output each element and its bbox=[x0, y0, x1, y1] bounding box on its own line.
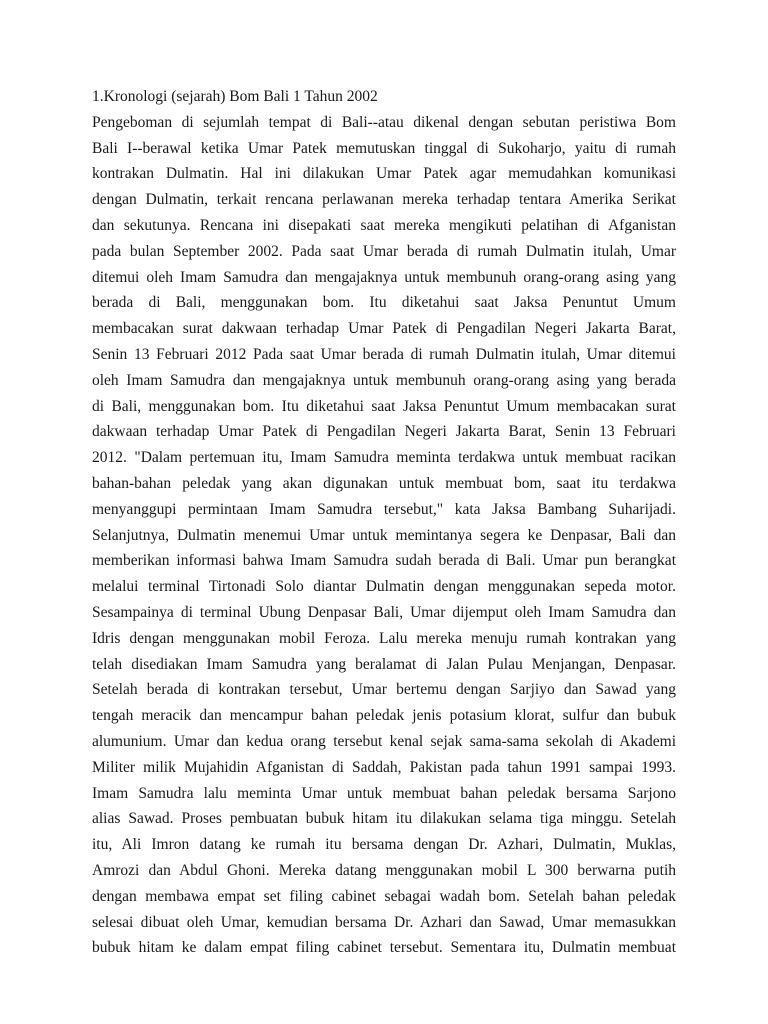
body-line: alias Sawad. Proses pembuatan bubuk hitam itu dilakukan selama tiga minggu. Setelah bbox=[92, 810, 676, 828]
body-line: ditemui oleh Imam Samudra dan mengajaknya untuk membunuh orang-orang asing yang bbox=[92, 268, 676, 286]
body-line: itu, Ali Imron datang ke rumah itu bersama dengan Dr. Azhari, Dulmatin, Muklas, bbox=[92, 836, 676, 854]
document-heading: 1.Kronologi (sejarah) Bom Bali 1 Tahun 2002 bbox=[92, 88, 378, 105]
body-line: Bali I--berawal ketika Umar Patek memutuskan tinggal di Sukoharjo, yaitu di rumah bbox=[92, 139, 676, 157]
body-line: Senin 13 Februari 2012 Pada saat Umar berada di rumah Dulmatin itulah, Umar ditemui bbox=[92, 345, 676, 363]
body-line: 2012. "Dalam pertemuan itu, Imam Samudra meminta terdakwa untuk membuat racikan bbox=[92, 449, 676, 467]
body-line: Selanjutnya, Dulmatin menemui Umar untuk memintanya segera ke Denpasar, Bali dan bbox=[92, 526, 676, 544]
body-line: Amrozi dan Abdul Ghoni. Mereka datang menggunakan mobil L 300 berwarna putih bbox=[92, 861, 676, 879]
document-page bbox=[92, 84, 676, 961]
body-line: telah disediakan Imam Samudra yang beralamat di Jalan Pulau Menjangan, Denpasar. bbox=[92, 655, 676, 673]
body-line: berada di Bali, menggunakan bom. Itu diketahui saat Jaksa Penuntut Umum bbox=[92, 294, 676, 312]
body-line: dakwaan terhadap Umar Patek di Pengadilan Negeri Jakarta Barat, Senin 13 Februari bbox=[92, 423, 676, 441]
body-line: bubuk hitam ke dalam empat filing cabinet tersebut. Sementara itu, Dulmatin membuat bbox=[92, 939, 676, 957]
body-line: melalui terminal Tirtonadi Solo diantar Dulmatin dengan menggunakan sepeda motor. bbox=[92, 578, 676, 596]
body-line: selesai dibuat oleh Umar, kemudian bersama Dr. Azhari dan Sawad, Umar memasukkan bbox=[92, 913, 676, 931]
body-line: di Bali, menggunakan bom. Itu diketahui saat Jaksa Penuntut Umum membacakan surat bbox=[92, 397, 676, 415]
body-line: Pengeboman di sejumlah tempat di Bali--atau dikenal dengan sebutan peristiwa Bom bbox=[92, 113, 676, 131]
body-line: dengan membawa empat set filing cabinet sebagai wadah bom. Setelah bahan peledak bbox=[92, 887, 676, 905]
body-line: pada bulan September 2002. Pada saat Umar berada di rumah Dulmatin itulah, Umar bbox=[92, 242, 676, 260]
body-line: Sesampainya di terminal Ubung Denpasar Bali, Umar dijemput oleh Imam Samudra dan bbox=[92, 603, 676, 621]
body-line: kontrakan Dulmatin. Hal ini dilakukan Umar Patek agar memudahkan komunikasi bbox=[92, 165, 676, 183]
body-line: bahan-bahan peledak yang akan digunakan untuk membuat bom, saat itu terdakwa bbox=[92, 474, 676, 492]
body-line: dengan Dulmatin, terkait rencana perlawanan mereka terhadap tentara Amerika Serikat bbox=[92, 191, 676, 209]
body-line: dan sekutunya. Rencana ini disepakati saat mereka mengikuti pelatihan di Afganistan bbox=[92, 216, 676, 234]
body-line: alumunium. Umar dan kedua orang tersebut kenal sejak sama-sama sekolah di Akademi bbox=[92, 732, 676, 750]
body-line: memberikan informasi bahwa Imam Samudra sudah berada di Bali. Umar pun berangkat bbox=[92, 552, 676, 570]
body-line: membacakan surat dakwaan terhadap Umar Patek di Pengadilan Negeri Jakarta Barat, bbox=[92, 320, 676, 338]
body-line: Idris dengan menggunakan mobil Feroza. Lalu mereka menuju rumah kontrakan yang bbox=[92, 629, 676, 647]
body-line: Imam Samudra lalu meminta Umar untuk membuat bahan peledak bersama Sarjono bbox=[92, 784, 676, 802]
body-line: menyanggupi permintaan Imam Samudra tersebut," kata Jaksa Bambang Suharijadi. bbox=[92, 500, 676, 518]
body-line: Setelah berada di kontrakan tersebut, Umar bertemu dengan Sarjiyo dan Sawad yang bbox=[92, 681, 676, 699]
body-line: Militer milik Mujahidin Afganistan di Saddah, Pakistan pada tahun 1991 sampai 1993. bbox=[92, 758, 676, 776]
body-line: oleh Imam Samudra dan mengajaknya untuk membunuh orang-orang asing yang berada bbox=[92, 371, 676, 389]
document-body bbox=[92, 110, 676, 961]
body-line: tengah meracik dan mencampur bahan peledak jenis potasium klorat, sulfur dan bubuk bbox=[92, 707, 676, 725]
